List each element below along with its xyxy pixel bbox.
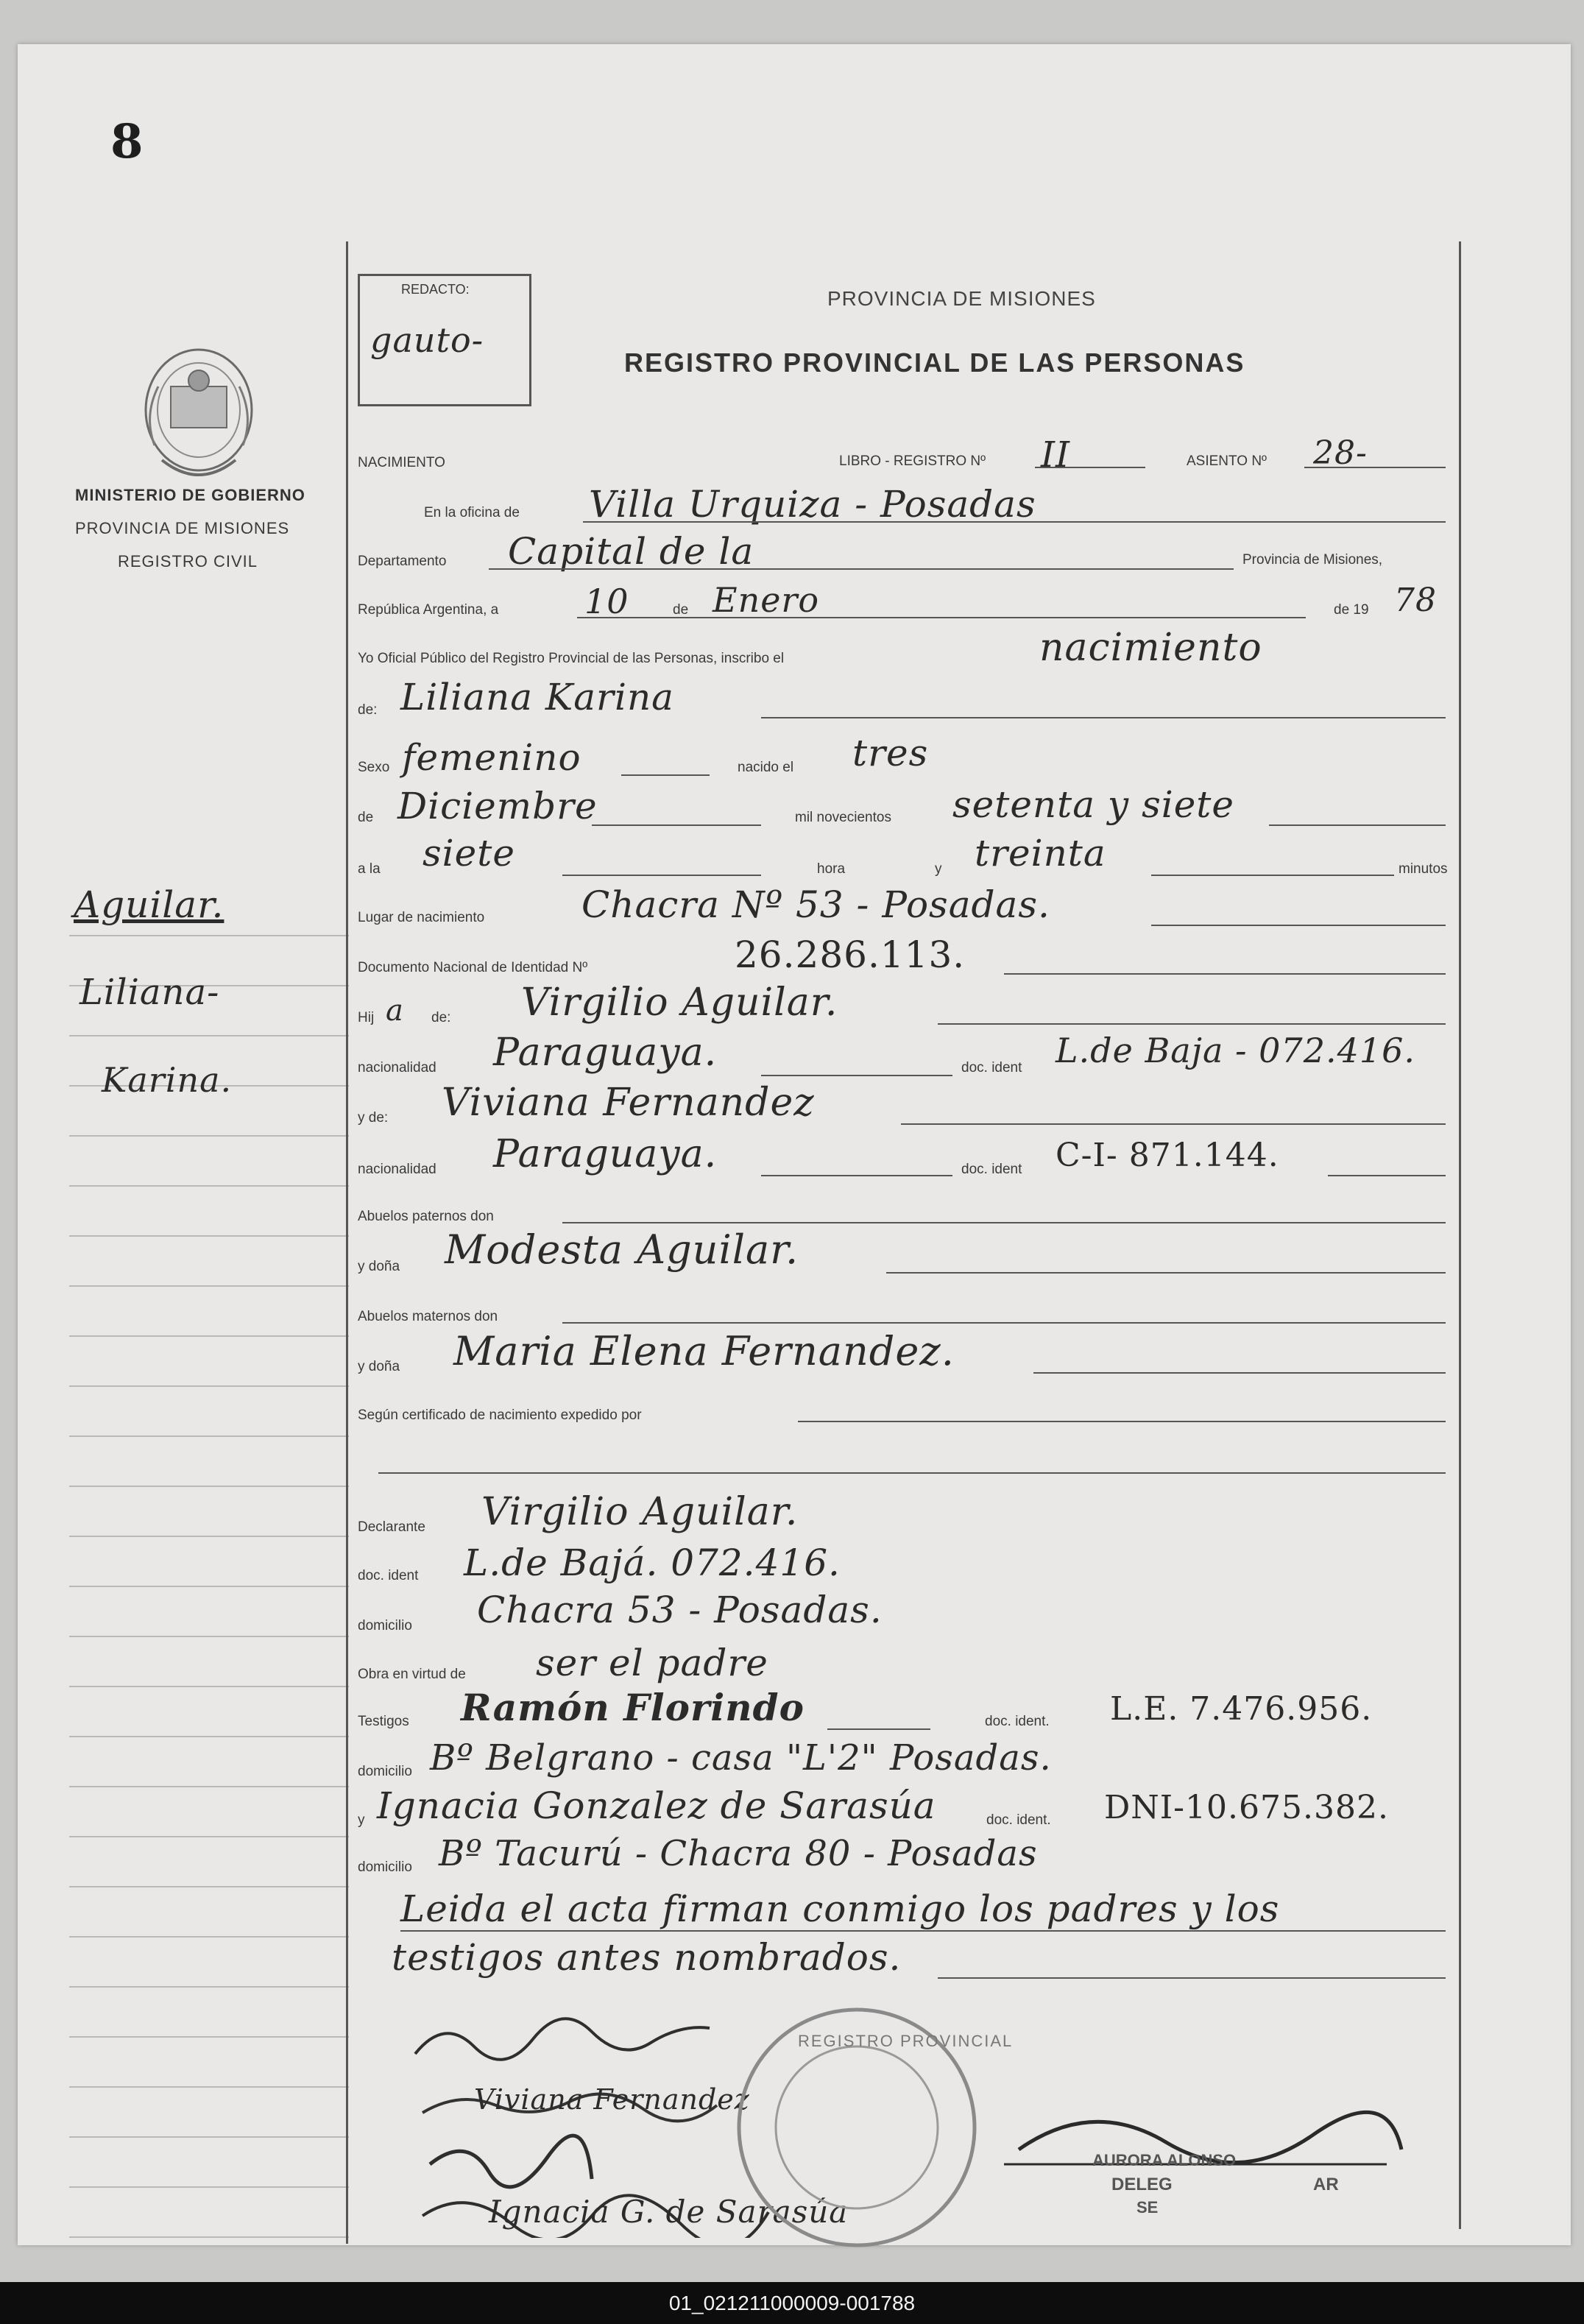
leida-rule-1 xyxy=(400,1930,1446,1932)
redacto-box xyxy=(358,274,531,406)
hora-value: siete xyxy=(422,832,515,875)
official-title-3: SE xyxy=(1136,2198,1159,2217)
provincia-label: Provincia de Misiones, xyxy=(1242,552,1383,568)
madre-nac-line xyxy=(761,1175,952,1176)
abuela-paterna-value: Modesta Aguilar. xyxy=(445,1226,799,1273)
anio-value: 78 xyxy=(1394,582,1437,619)
hijo-suffix: a xyxy=(386,994,404,1028)
abuelos-maternos-line xyxy=(562,1322,1446,1324)
testigo1-value: Ramón Florindo xyxy=(461,1686,805,1729)
testigos-label: Testigos xyxy=(358,1714,409,1729)
padre-value: Virgilio Aguilar. xyxy=(521,981,838,1025)
de-mes-label: de xyxy=(358,810,374,825)
a-la-label: a la xyxy=(358,861,381,877)
margin-rule xyxy=(69,1636,349,1637)
margin-first-name: Liliana- xyxy=(79,972,220,1013)
margin-rule xyxy=(69,1035,349,1036)
margin-rule xyxy=(69,1385,349,1387)
padre-line xyxy=(938,1023,1446,1025)
hora-label: hora xyxy=(817,861,846,877)
margin-rule xyxy=(69,2186,349,2188)
margin-rule xyxy=(69,935,349,936)
official-name: AURORA ALONSO xyxy=(1092,2151,1237,2169)
dni-label: Documento Nacional de Identidad Nº xyxy=(358,960,588,975)
official-signature xyxy=(1004,2091,1416,2194)
de-label: de xyxy=(673,602,689,618)
padre-nacionalidad-label: nacionalidad xyxy=(358,1060,436,1076)
redacto-label: REDACTO: xyxy=(401,282,470,297)
margin-rule xyxy=(69,1786,349,1787)
margin-rule xyxy=(69,1435,349,1437)
declarante-doc-label: doc. ident xyxy=(358,1568,419,1583)
madre-doc-label: doc. ident xyxy=(961,1162,1022,1177)
margin-rule xyxy=(69,1285,349,1287)
dni-line xyxy=(1004,973,1446,975)
margin-rule xyxy=(69,1886,349,1887)
inscribo-label: Yo Oficial Público del Registro Provincial de las Personas, inscribo el xyxy=(358,651,785,666)
margin-rule xyxy=(69,2086,349,2088)
republica-label: República Argentina, a xyxy=(358,602,499,618)
testigo2-domicilio-value: Bº Tacurú - Chacra 80 - Posadas xyxy=(439,1833,1038,1874)
oficina-label: En la oficina de xyxy=(424,505,520,520)
certificado-label: Según certificado de nacimiento expedido por xyxy=(358,1408,642,1423)
madre-doc-line xyxy=(1328,1175,1446,1176)
margin-rule xyxy=(69,1936,349,1938)
departamento-label: Departamento xyxy=(358,554,447,569)
departamento-line xyxy=(489,568,1234,570)
libro-label: LIBRO - REGISTRO Nº xyxy=(839,453,986,469)
y-testigo2-label: y xyxy=(358,1812,365,1828)
registry-heading: REGISTRO PROVINCIAL DE LAS PERSONAS xyxy=(624,347,1245,378)
minutos-label: minutos xyxy=(1399,861,1448,877)
leida-line-2: testigos antes nombrados. xyxy=(392,1936,902,1979)
nacido-anio-line xyxy=(1269,824,1446,826)
nombre-line xyxy=(761,717,1446,718)
declarante-value: Virgilio Aguilar. xyxy=(481,1490,799,1534)
oficina-value: Villa Urquiza - Posadas xyxy=(589,483,1036,526)
madre-nacionalidad-value: Paraguaya. xyxy=(493,1132,718,1176)
padre-nacionalidad-value: Paraguaya. xyxy=(493,1031,718,1075)
de-nombre-label: de: xyxy=(358,702,378,718)
hijo-de-label: de: xyxy=(431,1010,451,1025)
signature-witness-2: Ignacia G. de Sarasúa xyxy=(489,2194,849,2230)
margin-rule xyxy=(69,1486,349,1487)
register-page xyxy=(18,44,1571,2245)
sexo-line xyxy=(621,774,710,776)
margin-rule xyxy=(69,1235,349,1237)
madre-value: Viviana Fernandez xyxy=(442,1081,815,1125)
testigo2-doc-value: DNI-10.675.382. xyxy=(1104,1789,1389,1826)
mes-value: Enero xyxy=(713,580,820,620)
dni-value: 26.286.113. xyxy=(735,933,966,976)
page-number: 8 xyxy=(110,114,144,169)
margin-second-name: Karina. xyxy=(102,1060,233,1100)
abuelos-paternos-label: Abuelos paternos don xyxy=(358,1209,494,1224)
nacido-label: nacido el xyxy=(738,760,794,775)
margin-rule xyxy=(69,2236,349,2238)
departamento-value: Capital de la xyxy=(508,530,754,573)
nacido-dia-value: tres xyxy=(852,732,929,774)
abuela-materna-line xyxy=(1033,1372,1446,1374)
libro-line xyxy=(1035,467,1145,468)
testigo1-domicilio-label: domicilio xyxy=(358,1764,412,1779)
abuela-paterna-line xyxy=(886,1272,1446,1274)
lugar-value: Chacra Nº 53 - Posadas. xyxy=(581,883,1050,926)
nacido-anio-value: setenta y siete xyxy=(952,783,1234,826)
dia-value: 10 xyxy=(584,582,629,621)
sexo-value: femenino xyxy=(402,736,581,779)
mil-novecientos-label: mil novecientos xyxy=(795,810,891,825)
margin-rule xyxy=(69,1836,349,1837)
testigo2-domicilio-label: domicilio xyxy=(358,1859,412,1875)
leida-line-1: Leida el acta firman conmigo los padres y los xyxy=(400,1887,1280,1930)
y-de-label: y de: xyxy=(358,1110,389,1126)
testigo1-line xyxy=(827,1728,930,1730)
lugar-label: Lugar de nacimiento xyxy=(358,910,485,925)
signature-mother: Viviana Fernandez xyxy=(474,2083,750,2116)
ministry-seal-icon xyxy=(132,342,265,504)
fecha-line xyxy=(577,617,1306,618)
testigo1-doc-value: L.E. 7.476.956. xyxy=(1110,1690,1373,1728)
obra-label: Obra en virtud de xyxy=(358,1667,466,1682)
footer-id-bar xyxy=(0,2282,1584,2324)
certificado-line-1 xyxy=(798,1421,1446,1422)
margin-rule xyxy=(69,1536,349,1537)
margin-rule xyxy=(69,1686,349,1687)
ministry-line-3: REGISTRO CIVIL xyxy=(118,552,258,571)
margin-rule xyxy=(69,1986,349,1988)
madre-nacionalidad-label: nacionalidad xyxy=(358,1162,436,1177)
redacto-value: gauto- xyxy=(370,320,484,360)
stamp-text: REGISTRO PROVINCIAL xyxy=(798,2032,1014,2050)
obra-value: ser el padre xyxy=(536,1642,768,1684)
declarante-doc-value: L.de Bajá. 072.416. xyxy=(464,1541,841,1584)
padre-nac-line xyxy=(761,1075,952,1076)
margin-rule xyxy=(69,1135,349,1137)
lugar-line xyxy=(1151,925,1446,926)
declarante-label: Declarante xyxy=(358,1519,425,1535)
leida-rule-2 xyxy=(938,1977,1446,1979)
minutos-value: treinta xyxy=(975,832,1106,875)
oficina-line xyxy=(583,521,1446,523)
nacimiento-label: NACIMIENTO xyxy=(358,455,445,470)
inscribo-value: nacimiento xyxy=(1039,626,1262,670)
hora-line xyxy=(562,875,761,876)
de-anio-label: de 19 xyxy=(1334,602,1369,618)
margin-rule xyxy=(69,1185,349,1187)
ministry-line-2: PROVINCIA DE MISIONES xyxy=(75,519,290,537)
margin-surname: Aguilar. xyxy=(74,883,224,926)
nacido-mes-line xyxy=(592,824,761,826)
abuela-materna-value: Maria Elena Fernandez. xyxy=(453,1328,955,1374)
form-right-border xyxy=(1459,241,1461,2229)
official-title-2: AR xyxy=(1313,2175,1339,2194)
asiento-label: ASIENTO Nº xyxy=(1187,453,1267,469)
hijo-label: Hij xyxy=(358,1010,375,1025)
madre-doc-value: C-I- 871.144. xyxy=(1056,1137,1279,1174)
nombre-value: Liliana Karina xyxy=(400,676,674,718)
testigo2-doc-label: doc. ident. xyxy=(986,1812,1051,1828)
margin-rule xyxy=(69,1736,349,1737)
province-heading: PROVINCIA DE MISIONES xyxy=(827,287,1096,310)
minutos-line xyxy=(1151,875,1394,876)
ministry-line-1: MINISTERIO DE GOBIERNO xyxy=(75,486,305,504)
asiento-value: 28- xyxy=(1313,434,1368,472)
y-dona-paterna-label: y doña xyxy=(358,1259,400,1274)
declarante-domicilio-value: Chacra 53 - Posadas. xyxy=(477,1589,883,1631)
sexo-label: Sexo xyxy=(358,760,390,775)
official-title-1: DELEG xyxy=(1111,2175,1173,2194)
padre-doc-value: L.de Baja - 072.416. xyxy=(1056,1031,1416,1070)
testigo2-value: Ignacia Gonzalez de Sarasúa xyxy=(377,1784,936,1827)
certificado-line-2 xyxy=(378,1472,1446,1474)
madre-line xyxy=(901,1123,1446,1125)
margin-rule xyxy=(69,2136,349,2138)
abuelos-maternos-label: Abuelos maternos don xyxy=(358,1309,498,1324)
form-left-border xyxy=(346,241,348,2244)
margin-rule xyxy=(69,1586,349,1587)
libro-value: II xyxy=(1041,434,1070,476)
y-label: y xyxy=(935,861,942,877)
testigo1-doc-label: doc. ident. xyxy=(985,1714,1050,1729)
abuelos-paternos-line xyxy=(562,1222,1446,1223)
nacido-mes-value: Diciembre xyxy=(397,785,598,827)
asiento-line xyxy=(1304,467,1446,468)
padre-doc-label: doc. ident xyxy=(961,1060,1022,1076)
margin-rule xyxy=(69,2036,349,2038)
margin-rule xyxy=(69,1335,349,1337)
testigo1-domicilio-value: Bº Belgrano - casa "L'2" Posadas. xyxy=(430,1737,1052,1779)
footer-id: 01_021211000009-001788 xyxy=(668,2292,916,2314)
y-dona-materna-label: y doña xyxy=(358,1359,400,1374)
declarante-domicilio-label: domicilio xyxy=(358,1618,412,1633)
